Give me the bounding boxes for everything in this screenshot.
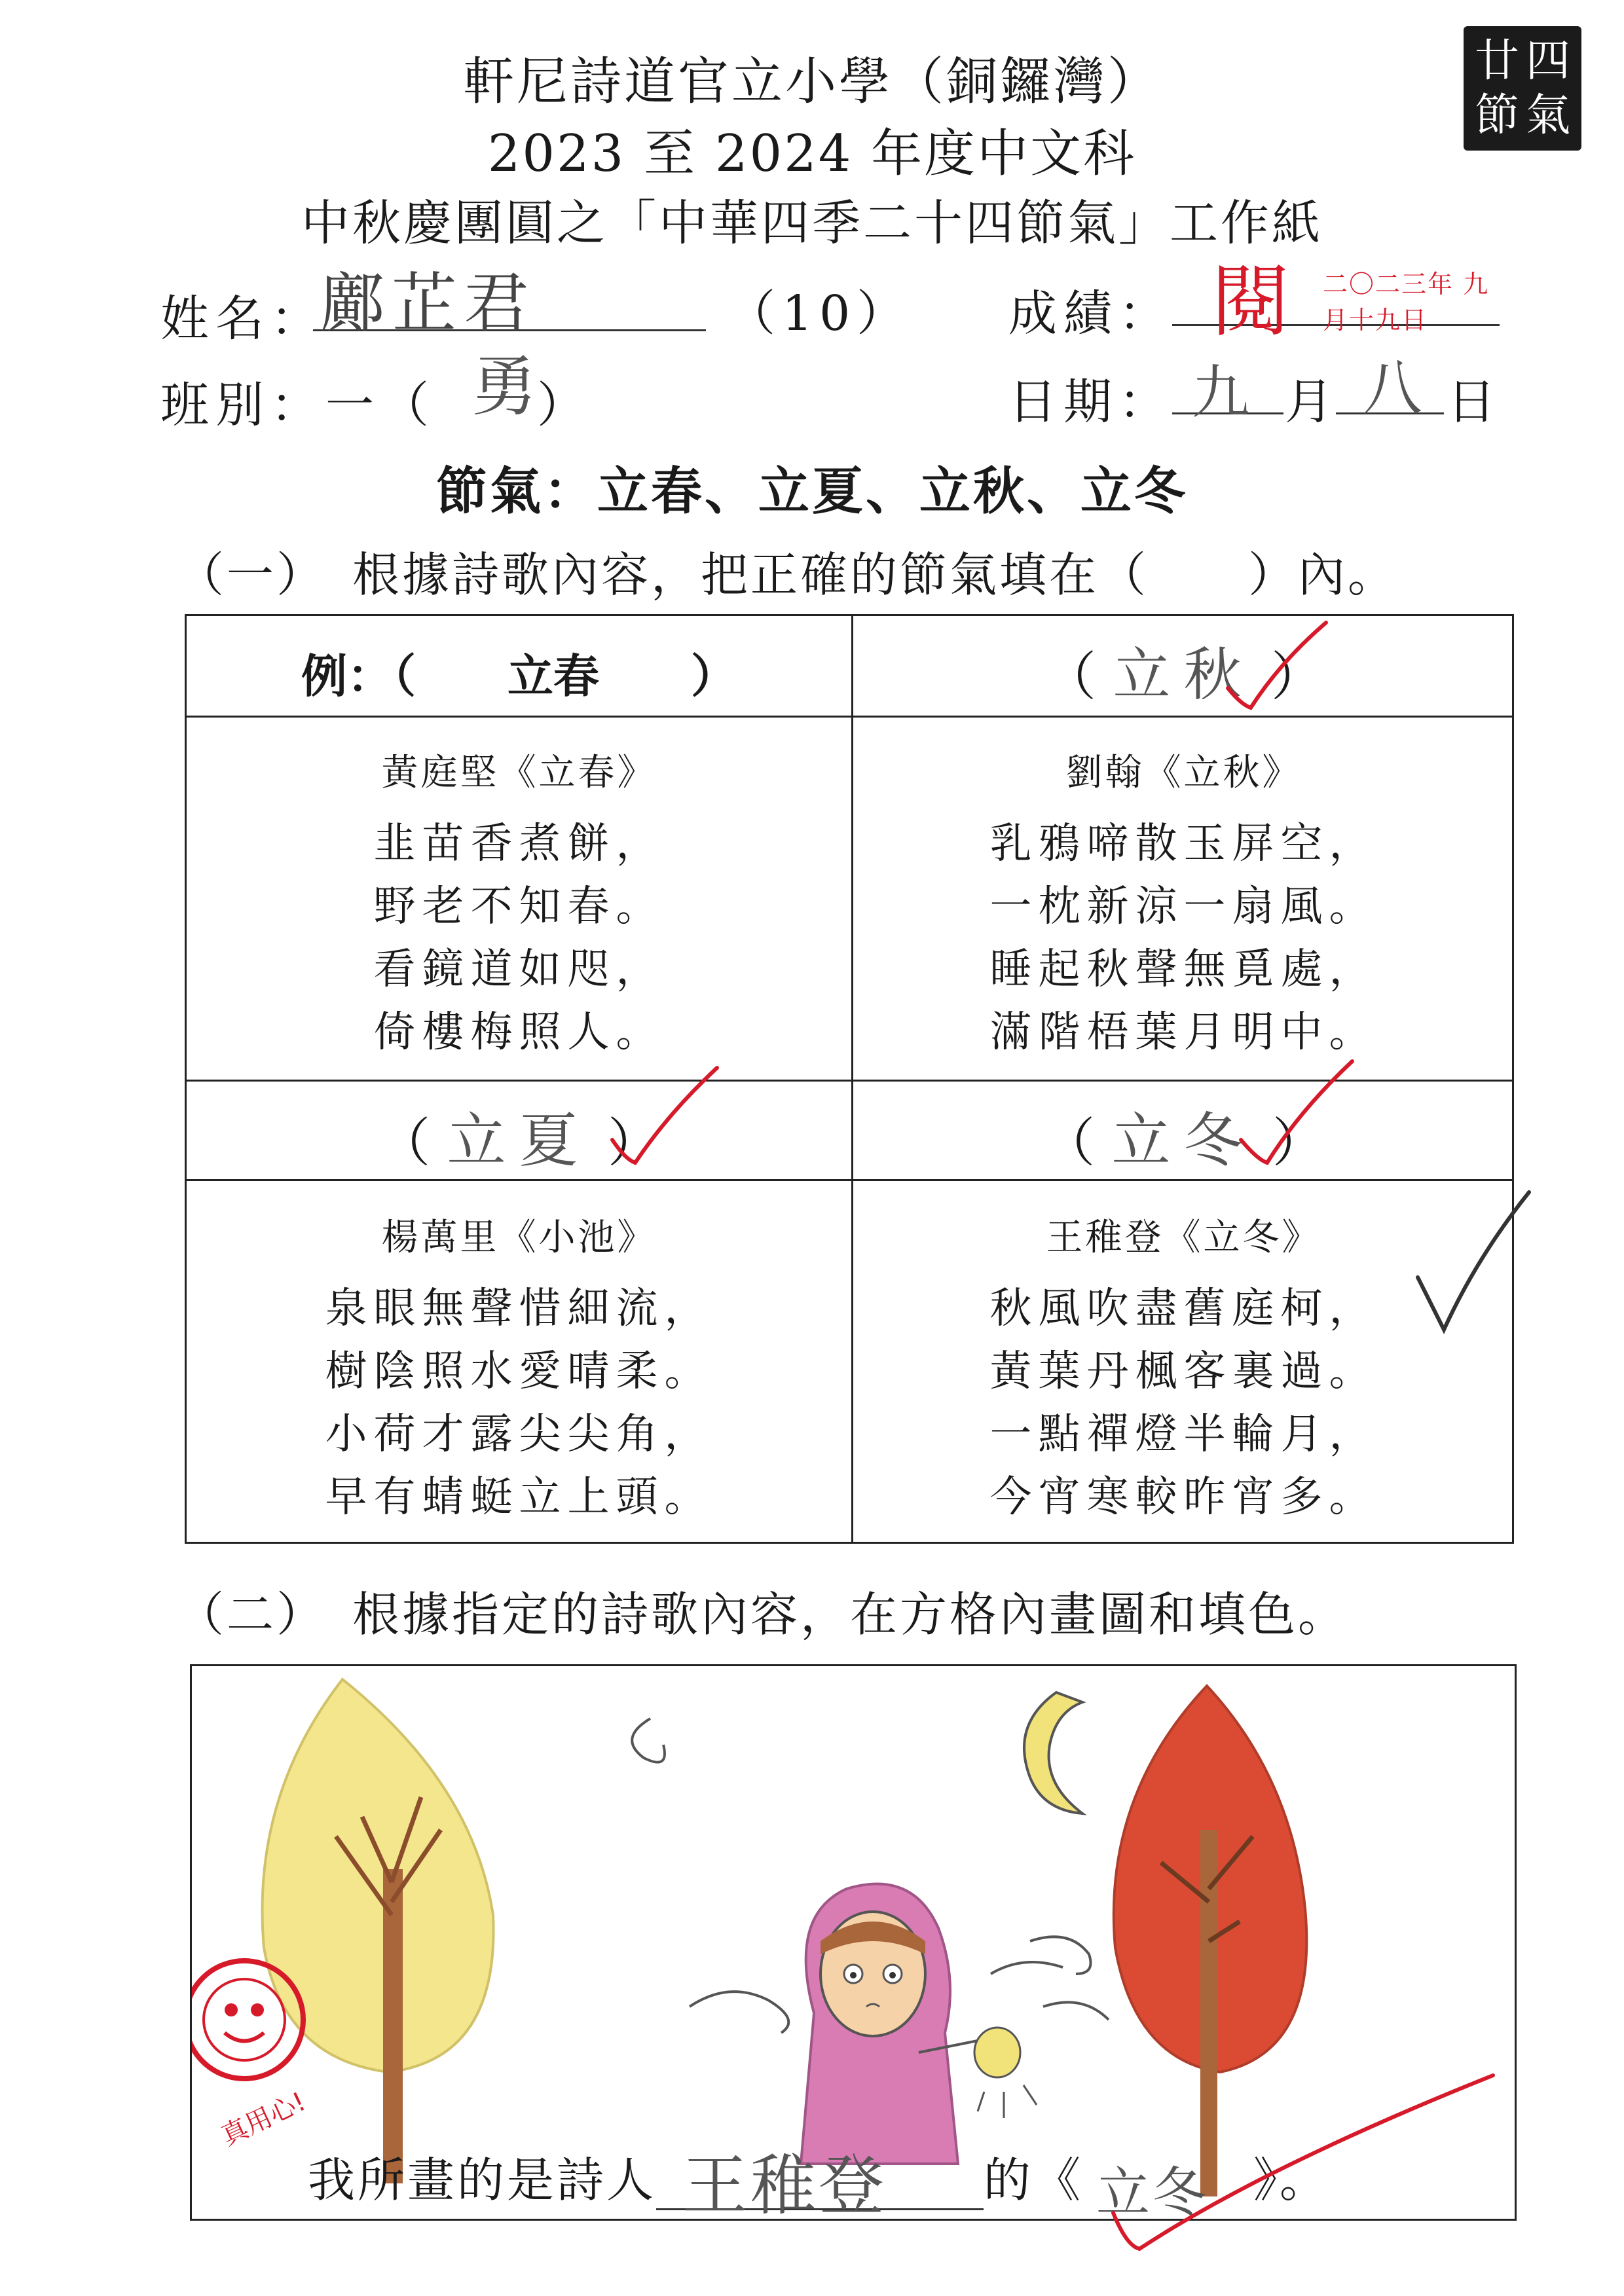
poem-table (185, 614, 1514, 1544)
poem-line: 乳鴉啼散玉屏空， (989, 820, 1378, 868)
class-value: 勇 (471, 348, 537, 425)
student-name: 鄺芷君 (320, 265, 536, 342)
answer-box-3[interactable] (851, 1093, 1516, 1178)
poem-answer-value: 立冬 (1096, 2162, 1209, 2224)
poem-line: 泉眼無聲惜細流， (325, 1285, 713, 1333)
day-unit: 日 (1447, 374, 1502, 430)
lantern-icon (974, 2028, 1020, 2077)
name-label: 姓名： (160, 291, 325, 347)
answer-3-value: 立冬 (1111, 1106, 1256, 1175)
poem-4-title: 王稚登《立冬》 (1046, 1216, 1321, 1259)
answer-box-2[interactable] (187, 1093, 851, 1178)
answer-2-value: 立夏 (447, 1106, 591, 1175)
date-day-value: 八 (1362, 354, 1423, 424)
poem-3-title: 楊萬里《小池》 (381, 1216, 657, 1259)
date-month-field[interactable] (1172, 354, 1283, 426)
open-paren: （ (1044, 646, 1097, 707)
grade-field[interactable] (1172, 257, 1500, 348)
poem-line: 一點禪燈半輪月， (989, 1410, 1378, 1459)
section1-instruction: （一） 根據詩歌內容，把正確的節氣填在（ ）內。 (177, 547, 1398, 602)
poem-3-body (187, 1277, 851, 1529)
poem-line: 今宵寒較昨宵多。 (989, 1473, 1378, 1522)
sentence-middle: 的《 (984, 2153, 1084, 2208)
month-unit: 月 (1285, 374, 1340, 430)
date-day-field[interactable] (1336, 354, 1444, 424)
table-divider-3 (187, 1179, 1512, 1181)
solar-terms-topic: 節氣：立春、立夏、立秋、立冬 (435, 462, 1188, 521)
name-field[interactable] (313, 259, 706, 342)
poet-answer-value: 王稚登 (682, 2147, 887, 2224)
poem-2-title: 劉翰《立秋》 (1065, 752, 1302, 794)
logo-char-1: 廿 (1474, 35, 1519, 87)
poem-line: 一枕新涼一扇風。 (989, 883, 1378, 931)
logo-char-4: 氣 (1525, 89, 1570, 141)
poem-line: 野老不知春。 (373, 883, 665, 931)
sentence-suffix: 》。 (1253, 2153, 1330, 2208)
close-paren: ） (1270, 646, 1323, 707)
academic-year: 2023 至 2024 年度中文科 (487, 124, 1137, 183)
class-number: （10） (727, 285, 912, 342)
logo-char-2: 四 (1525, 35, 1570, 87)
class-close: ） (537, 377, 592, 433)
date-month-value: 九 (1192, 359, 1250, 426)
grade-label: 成績： (1008, 285, 1173, 342)
table-divider-1 (187, 716, 1512, 718)
tree-trunk-icon (383, 1869, 403, 2183)
answer-1-value: 立秋 (1113, 641, 1255, 708)
yellow-tree-icon (263, 1679, 494, 2072)
worksheet-title: 中秋慶團圓之「中華四季二十四節氣」工作紙 (301, 195, 1323, 251)
checkmark-icon (1405, 1179, 1536, 1349)
close-paren: ） (1272, 1112, 1325, 1173)
class-label: 班別：一（ (160, 377, 435, 433)
poem-line: 樹陰照水愛晴柔。 (325, 1347, 713, 1396)
poem-1-body (187, 812, 851, 1064)
example-answer: 例：（ 立春 ） (301, 649, 737, 703)
poem-line: 倚樓梅照人。 (373, 1008, 665, 1057)
poem-line: 滿階梧葉月明中。 (989, 1008, 1378, 1057)
section2-instruction: （二） 根據指定的詩歌內容，在方格內畫圖和填色。 (177, 1587, 1348, 1642)
poem-line: 韭苗香煮餅， (373, 820, 665, 868)
open-paren: （ (1043, 1112, 1096, 1173)
grade-mark: 閱 (1211, 257, 1290, 348)
checkmark-icon (1100, 2062, 1506, 2259)
poem-2-body (851, 812, 1516, 1064)
poet-answer-field[interactable] (656, 2147, 984, 2224)
teacher-praise-stamp-icon (192, 1961, 303, 2079)
checkmark-icon (606, 1061, 724, 1173)
poem-line: 睡起秋聲無覓處， (989, 945, 1378, 994)
sentence-prefix: 我所畫的是詩人 (308, 2153, 657, 2208)
date-label: 日期： (1008, 374, 1173, 430)
answer-box-1[interactable] (851, 629, 1516, 712)
poem-line: 秋風吹盡舊庭柯， (989, 1285, 1378, 1333)
poem-line: 早有蜻蜓立上頭。 (325, 1473, 713, 1522)
close-paren: ） (607, 1112, 660, 1173)
grade-date: 二〇二三年 九月十九日 (1323, 270, 1490, 335)
solar-terms-logo (1464, 26, 1581, 151)
school-name: 軒尼詩道官立小學（銅鑼灣） (462, 52, 1161, 111)
crescent-moon-icon (1024, 1692, 1082, 1813)
logo-char-3: 節 (1474, 89, 1519, 141)
poem-line: 黃葉丹楓客裏過。 (989, 1347, 1378, 1396)
poem-1-title: 黃庭堅《立春》 (381, 752, 657, 794)
checkmark-icon (1234, 1055, 1359, 1173)
checkmark-icon (1221, 616, 1333, 714)
teacher-praise-text: 真用心! (217, 2086, 310, 2152)
open-paren: （ (378, 1112, 431, 1173)
poem-line: 小荷才露尖尖角， (325, 1410, 713, 1459)
poem-line: 看鏡道如咫， (373, 945, 665, 994)
